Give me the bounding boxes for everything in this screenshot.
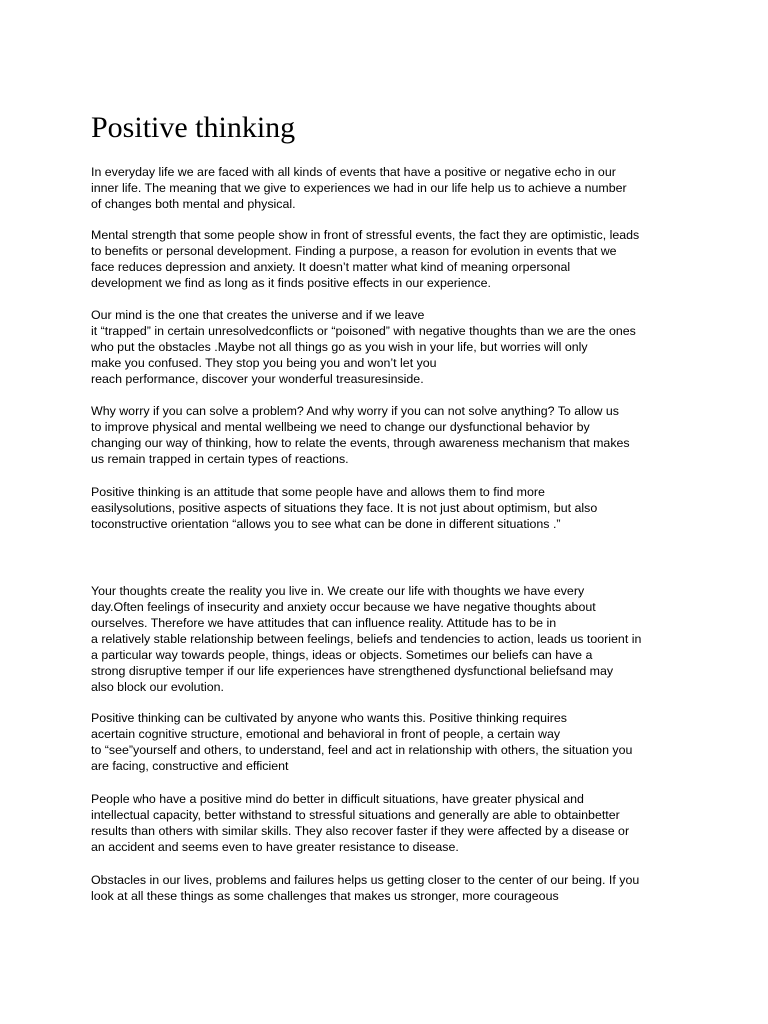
text-line: Mental strength that some people show in front of stressful events, the fact they are optimistic, leads — [91, 228, 640, 242]
paragraph-4 — [91, 403, 691, 467]
text-line: to benefits or personal development. Finding a purpose, a reason for evolution in events that we — [91, 244, 617, 258]
text-line: results than others with similar skills. They also recover faster if they were affected by a disease or — [91, 824, 630, 838]
text-line: toconstructive orientation “allows you to see what can be done in different situations .” — [91, 517, 561, 531]
text-line: to “see”yourself and others, to understand, feel and act in relationship with others, the situation you — [91, 743, 633, 757]
text-line: Obstacles in our lives, problems and failures helps us getting closer to the center of our being. If you — [91, 873, 640, 887]
text-line: us remain trapped in certain types of reactions. — [91, 452, 349, 466]
paragraph-9 — [91, 872, 691, 904]
text-line: People who have a positive mind do better in difficult situations, have greater physical and — [91, 792, 584, 806]
paragraph-2 — [91, 227, 691, 291]
text-line: intellectual capacity, better withstand to stressful situations and generally are able to obtainbetter — [91, 808, 620, 822]
text-line: Positive thinking is an attitude that some people have and allows them to find more — [91, 485, 545, 499]
text-line: reach performance, discover your wonderful treasuresinside. — [91, 372, 424, 386]
text-line: face reduces depression and anxiety. It doesn’t matter what kind of meaning orpersonal — [91, 260, 571, 274]
paragraph-8 — [91, 791, 691, 855]
text-line: look at all these things as some challenges that makes us stronger, more courageous — [91, 889, 559, 903]
text-line: easilysolutions, positive aspects of situations they face. It is not just about optimism, but also — [91, 501, 598, 515]
text-line: make you confused. They stop you being you and won’t let you — [91, 356, 437, 370]
paragraph-1 — [91, 164, 691, 212]
text-line: Our mind is the one that creates the universe and if we leave — [91, 308, 425, 322]
text-line: Positive thinking can be cultivated by anyone who wants this. Positive thinking requires — [91, 711, 567, 725]
text-line: changing our way of thinking, how to relate the events, through awareness mechanism that makes — [91, 436, 630, 450]
text-line: an accident and seems even to have greater resistance to disease. — [91, 840, 459, 854]
text-line: who put the obstacles .Maybe not all things go as you wish in your life, but worries will only — [91, 340, 588, 354]
text-line: In everyday life we are faced with all kinds of events that have a positive or negative echo in our — [91, 165, 616, 179]
text-line: inner life. The meaning that we give to experiences we had in our life help us to achieve a number — [91, 181, 627, 195]
text-line: strong disruptive temper if our life experiences have strengthened dysfunctional beliefsand may — [91, 664, 614, 678]
text-line: to improve physical and mental wellbeing we need to change our dysfunctional behavior by — [91, 420, 590, 434]
text-line: development we find as long as it finds positive effects in our experience. — [91, 276, 491, 290]
text-line: also block our evolution. — [91, 680, 224, 694]
text-line: of changes both mental and physical. — [91, 197, 296, 211]
paragraph-6 — [91, 583, 691, 695]
text-line: day.Often feelings of insecurity and anxiety occur because we have negative thoughts about — [91, 600, 596, 614]
paragraph-5 — [91, 484, 691, 532]
text-line: Why worry if you can solve a problem? And why worry if you can not solve anything? To allow us — [91, 404, 620, 418]
text-line: a relatively stable relationship between feelings, beliefs and tendencies to action, leads us toorient in — [91, 632, 642, 646]
text-line: are facing, constructive and efficient — [91, 759, 289, 773]
text-line: Your thoughts create the reality you live in. We create our life with thoughts we have every — [91, 584, 585, 598]
paragraph-3 — [91, 307, 691, 387]
paragraph-7 — [91, 710, 691, 774]
document-title: Positive thinking — [91, 111, 296, 144]
text-line: a particular way towards people, things, ideas or objects. Sometimes our beliefs can have a — [91, 648, 593, 662]
text-line: it “trapped” in certain unresolvedconflicts or “poisoned” with negative thoughts than we are the ones — [91, 324, 636, 338]
text-line: acertain cognitive structure, emotional and behavioral in front of people, a certain way — [91, 727, 561, 741]
text-line: ourselves. Therefore we have attitudes that can influence reality. Attitude has to be in — [91, 616, 557, 630]
